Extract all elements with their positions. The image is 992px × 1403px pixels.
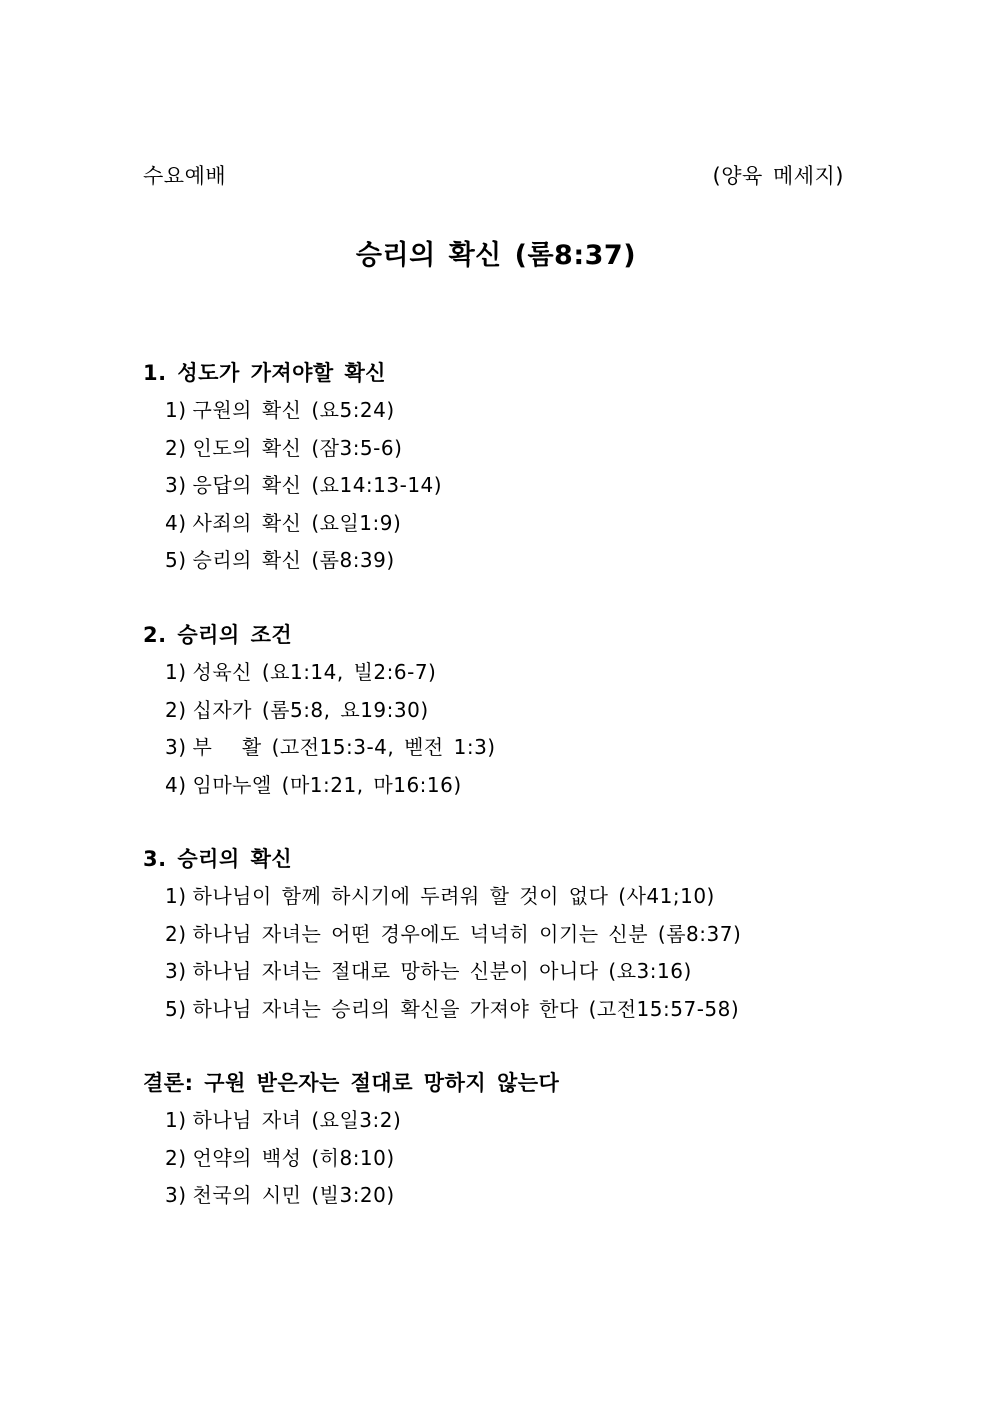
item-number: 1)	[165, 1108, 187, 1132]
item-number: 3)	[165, 1183, 187, 1207]
sermon-title: 승리의 확신 (롬8:37)	[355, 240, 637, 271]
item-text: 부 활 (고전15:3-4, 벧전 1:3)	[192, 735, 496, 759]
item-text: 하나님 자녀는 승리의 확신을 가져야 한다 (고전15:57-58)	[192, 996, 740, 1021]
item-text: 사죄의 확신 (요일1:9)	[192, 510, 402, 535]
item-text: 구원의 확신 (요5:24)	[192, 398, 395, 422]
item-text: 임마누엘 (마1:21, 마16:16)	[192, 772, 462, 797]
item-number: 1)	[165, 884, 187, 908]
section-heading: 1. 성도가 가져야할 확신	[143, 361, 387, 385]
item-number: 5)	[165, 996, 187, 1021]
list-item	[143, 471, 863, 499]
item-number: 3)	[165, 735, 187, 759]
item-text: 하나님 자녀는 절대로 망하는 신분이 아니다 (요3:16)	[192, 959, 692, 983]
item-number: 4)	[165, 772, 187, 797]
section-heading: 3. 승리의 확신	[143, 847, 293, 871]
service-label: 수요예배	[143, 164, 227, 188]
section-heading: 결론: 구원 받은자는 절대로 망하지 않는다	[143, 1071, 560, 1095]
list-item	[143, 882, 863, 910]
item-text: 응답의 확신 (요14:13-14)	[192, 473, 443, 497]
item-number: 2)	[165, 697, 187, 722]
section-1	[143, 359, 863, 584]
list-item	[143, 957, 863, 985]
list-item	[143, 546, 863, 574]
list-item	[143, 733, 863, 761]
conclusion-section	[143, 1069, 863, 1219]
list-item	[143, 1106, 863, 1134]
item-text: 하나님 자녀 (요일3:2)	[192, 1108, 402, 1132]
item-text: 천국의 시민 (빌3:20)	[192, 1183, 395, 1207]
item-number: 3)	[165, 473, 187, 497]
item-text: 언약의 백성 (히8:10)	[192, 1145, 395, 1170]
item-number: 1)	[165, 660, 187, 684]
item-text: 하나님이 함께 하시기에 두려워 할 것이 없다 (사41;10)	[192, 884, 715, 908]
item-text: 승리의 확신 (롬8:39)	[192, 548, 395, 572]
item-number: 5)	[165, 548, 187, 572]
list-item	[143, 509, 863, 537]
section-heading: 2. 승리의 조건	[143, 623, 293, 647]
list-item	[143, 434, 863, 462]
item-number: 1)	[165, 398, 187, 422]
list-item	[143, 1181, 863, 1209]
section-2	[143, 621, 863, 808]
message-type-label: (양육 메세지)	[712, 164, 844, 188]
item-number: 2)	[165, 435, 187, 460]
list-item	[143, 1144, 863, 1172]
item-text: 성육신 (요1:14, 빌2:6-7)	[192, 660, 437, 684]
list-item	[143, 920, 863, 948]
list-item	[143, 696, 863, 724]
item-number: 2)	[165, 1145, 187, 1170]
item-text: 하나님 자녀는 어떤 경우에도 넉넉히 이기는 신분 (롬8:37)	[192, 921, 742, 946]
item-number: 3)	[165, 959, 187, 983]
list-item	[143, 396, 863, 424]
item-text: 인도의 확신 (잠3:5-6)	[192, 435, 403, 460]
item-number: 4)	[165, 510, 187, 535]
item-text: 십자가 (롬5:8, 요19:30)	[192, 697, 429, 722]
list-item	[143, 771, 863, 799]
list-item	[143, 658, 863, 686]
item-number: 2)	[165, 921, 187, 946]
section-3	[143, 845, 863, 1032]
list-item	[143, 995, 863, 1023]
